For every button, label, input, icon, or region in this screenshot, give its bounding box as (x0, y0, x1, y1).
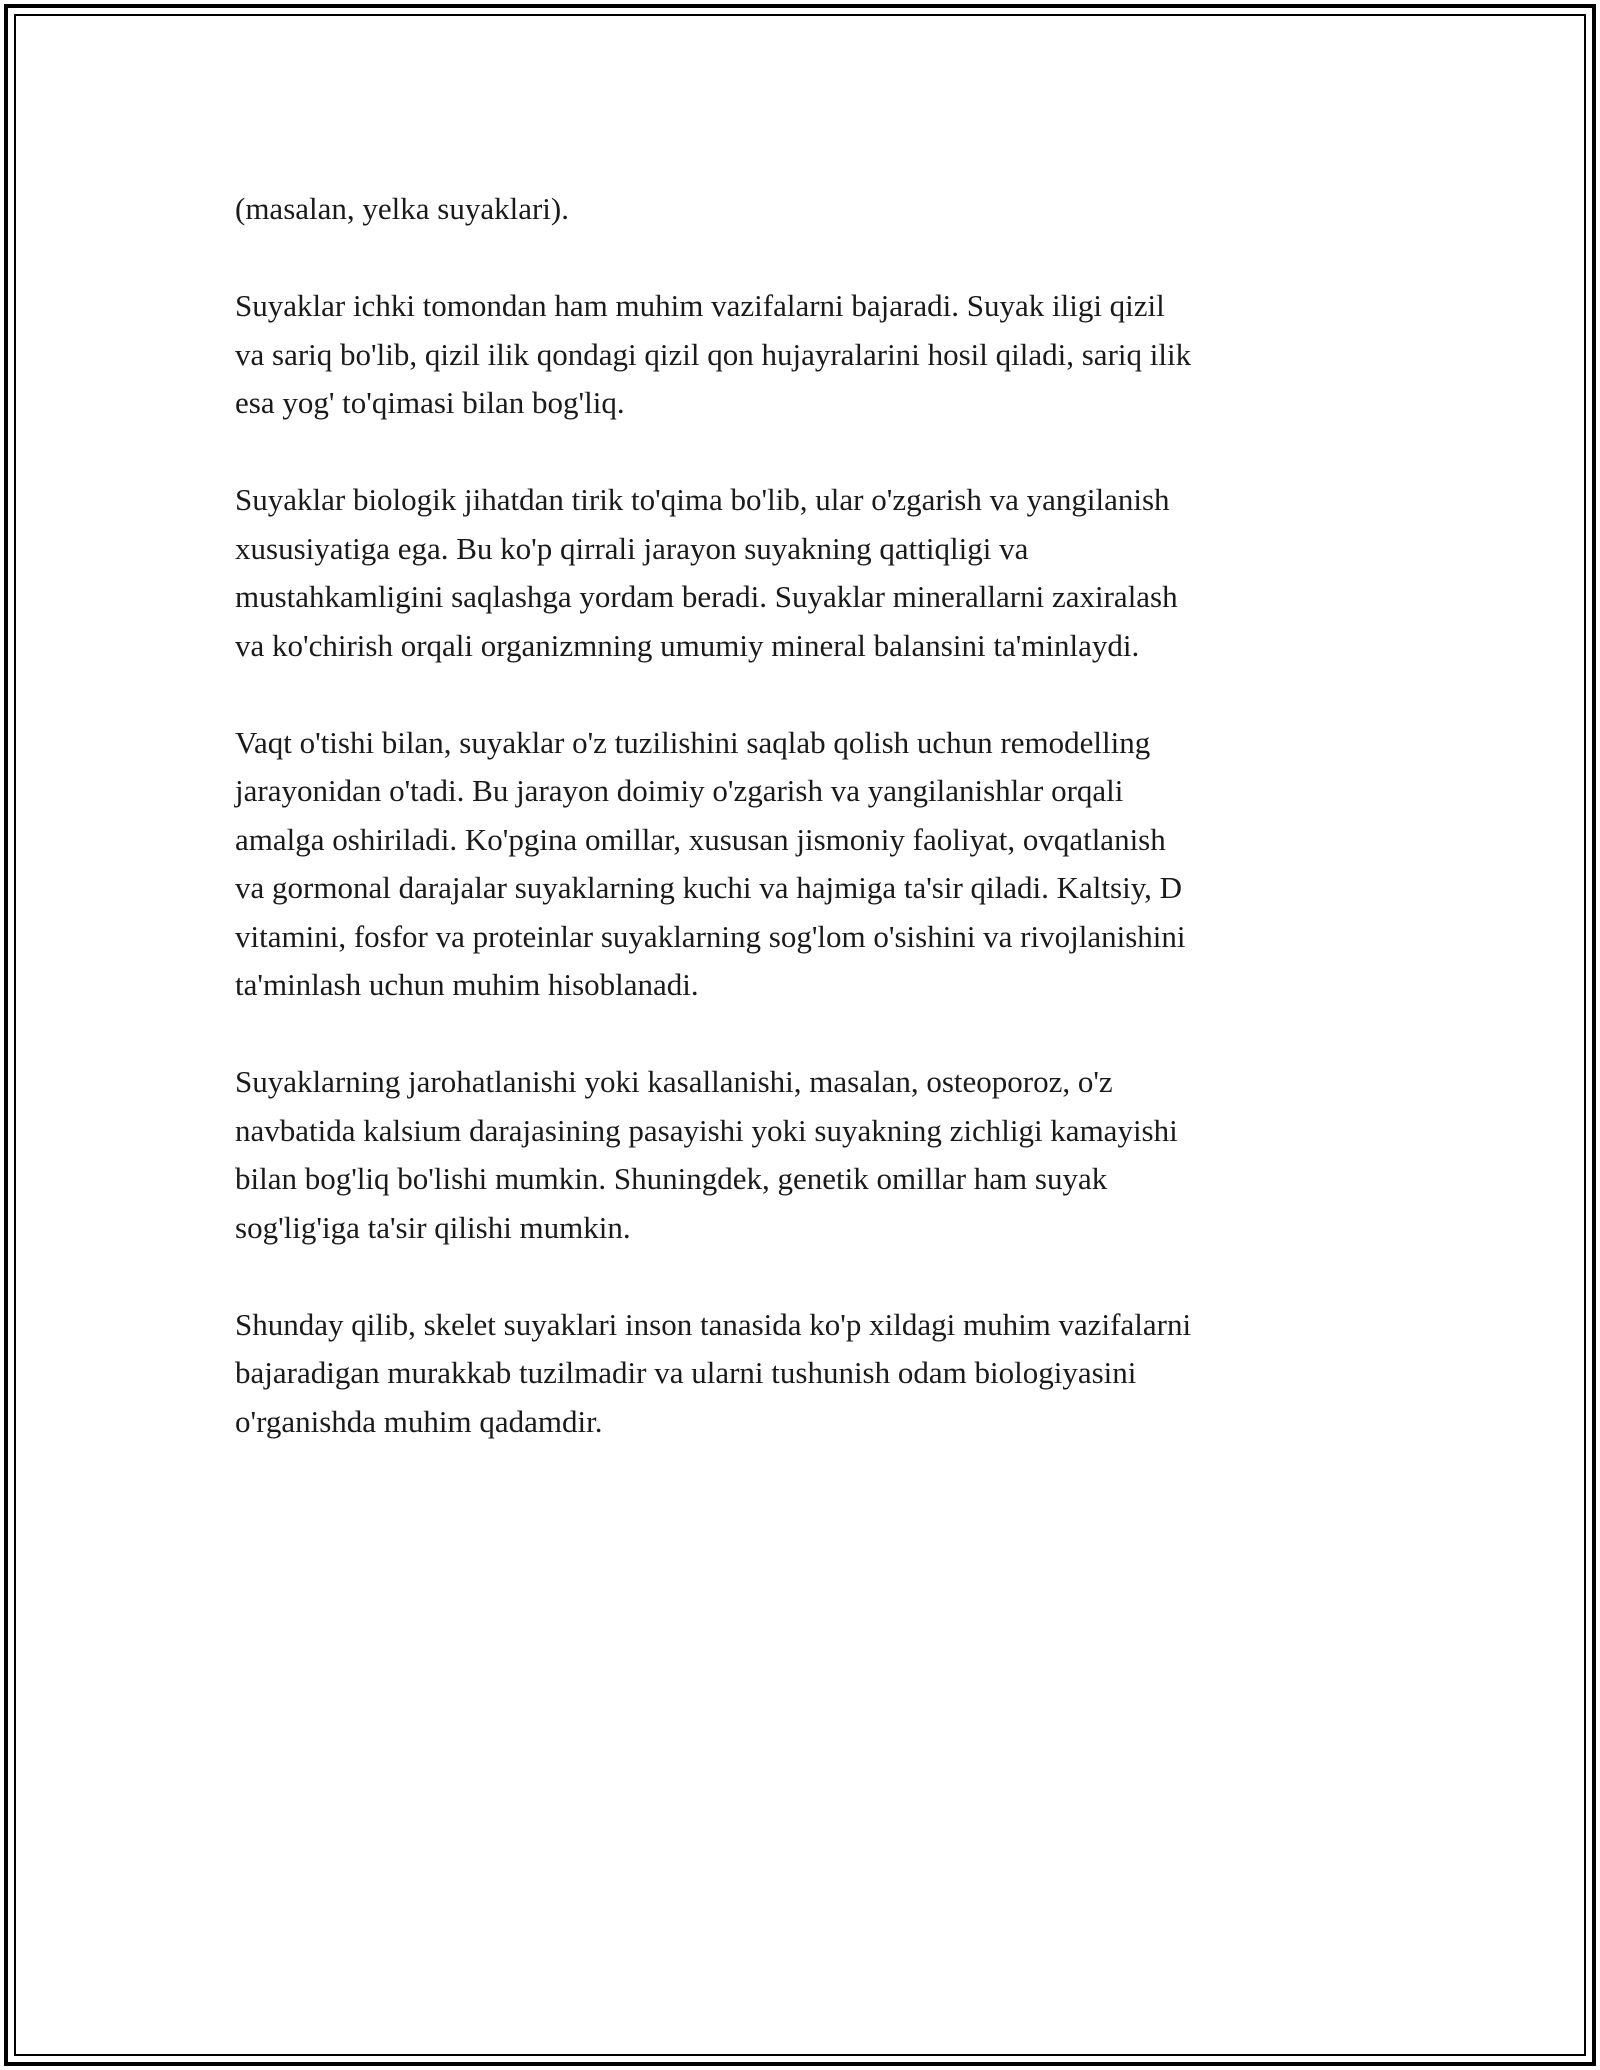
text-line: mustahkamligini saqlashga yordam beradi. Suyaklar minerallarni zaxiralash (235, 579, 1178, 614)
paragraph-1 (235, 185, 1385, 234)
text-line: vitamini, fosfor va proteinlar suyaklarning sog'lom o'sishini va rivojlanishini (235, 918, 1186, 954)
text-line: esa yog' to'qimasi bilan bog'liq. (235, 385, 625, 420)
text-line: jarayonidan o'tadi. Bu jarayon doimiy o'zgarish va yangilanishlar orqali (235, 773, 1124, 808)
text-line: bilan bog'liq bo'lishi mumkin. Shuningdek, genetik omillar ham suyak (235, 1161, 1108, 1196)
paragraph-4 (235, 719, 1385, 1010)
text-line: Suyaklarning jarohatlanishi yoki kasallanishi, masalan, osteoporoz, o'z (235, 1064, 1113, 1099)
paragraph-5 (235, 1058, 1385, 1252)
text-line: Vaqt o'tishi bilan, suyaklar o'z tuzilishini saqlab qolish uchun remodelling (235, 724, 1151, 760)
text-line: navbatida kalsium darajasining pasayishi yoki suyakning zichligi kamayishi (235, 1112, 1178, 1148)
text-line: Shunday qilib, skelet suyaklari inson tanasida ko'p xildagi muhim vazifalarni (235, 1306, 1192, 1342)
text-line: xususiyatiga ega. Bu ko'p qirrali jarayon suyakning qattiqligi va (235, 530, 1029, 566)
text-line: ta'minlash uchun muhim hisoblanadi. (235, 967, 699, 1002)
text-line: (masalan, yelka suyaklari). (235, 191, 569, 226)
text-line: amalga oshiriladi. Ko'pgina omillar, xususan jismoniy faoliyat, ovqatlanish (235, 821, 1166, 857)
text-line: Suyaklar ichki tomondan ham muhim vazifalarni bajaradi. Suyak iligi qizil (235, 288, 1165, 323)
text-line: va gormonal darajalar suyaklarning kuchi va hajmiga ta'sir qiladi. Kaltsiy, D (235, 870, 1183, 905)
document-body (235, 185, 1385, 1495)
text-line: bajaradigan murakkab tuzilmadir va ularni tushunish odam biologiyasini (235, 1355, 1137, 1390)
text-line: sog'lig'iga ta'sir qilishi mumkin. (235, 1209, 631, 1245)
text-line: o'rganishda muhim qadamdir. (235, 1403, 603, 1439)
paragraph-2 (235, 282, 1385, 428)
text-line: va sariq bo'lib, qizil ilik qondagi qizil qon hujayralarini hosil qiladi, sariq ilik (235, 336, 1192, 372)
text-line: va ko'chirish orqali organizmning umumiy mineral balansini ta'minlaydi. (235, 627, 1140, 663)
paragraph-3 (235, 476, 1385, 670)
text-line: Suyaklar biologik jihatdan tirik to'qima bo'lib, ular o'zgarish va yangilanish (235, 482, 1170, 517)
paragraph-6 (235, 1301, 1385, 1447)
